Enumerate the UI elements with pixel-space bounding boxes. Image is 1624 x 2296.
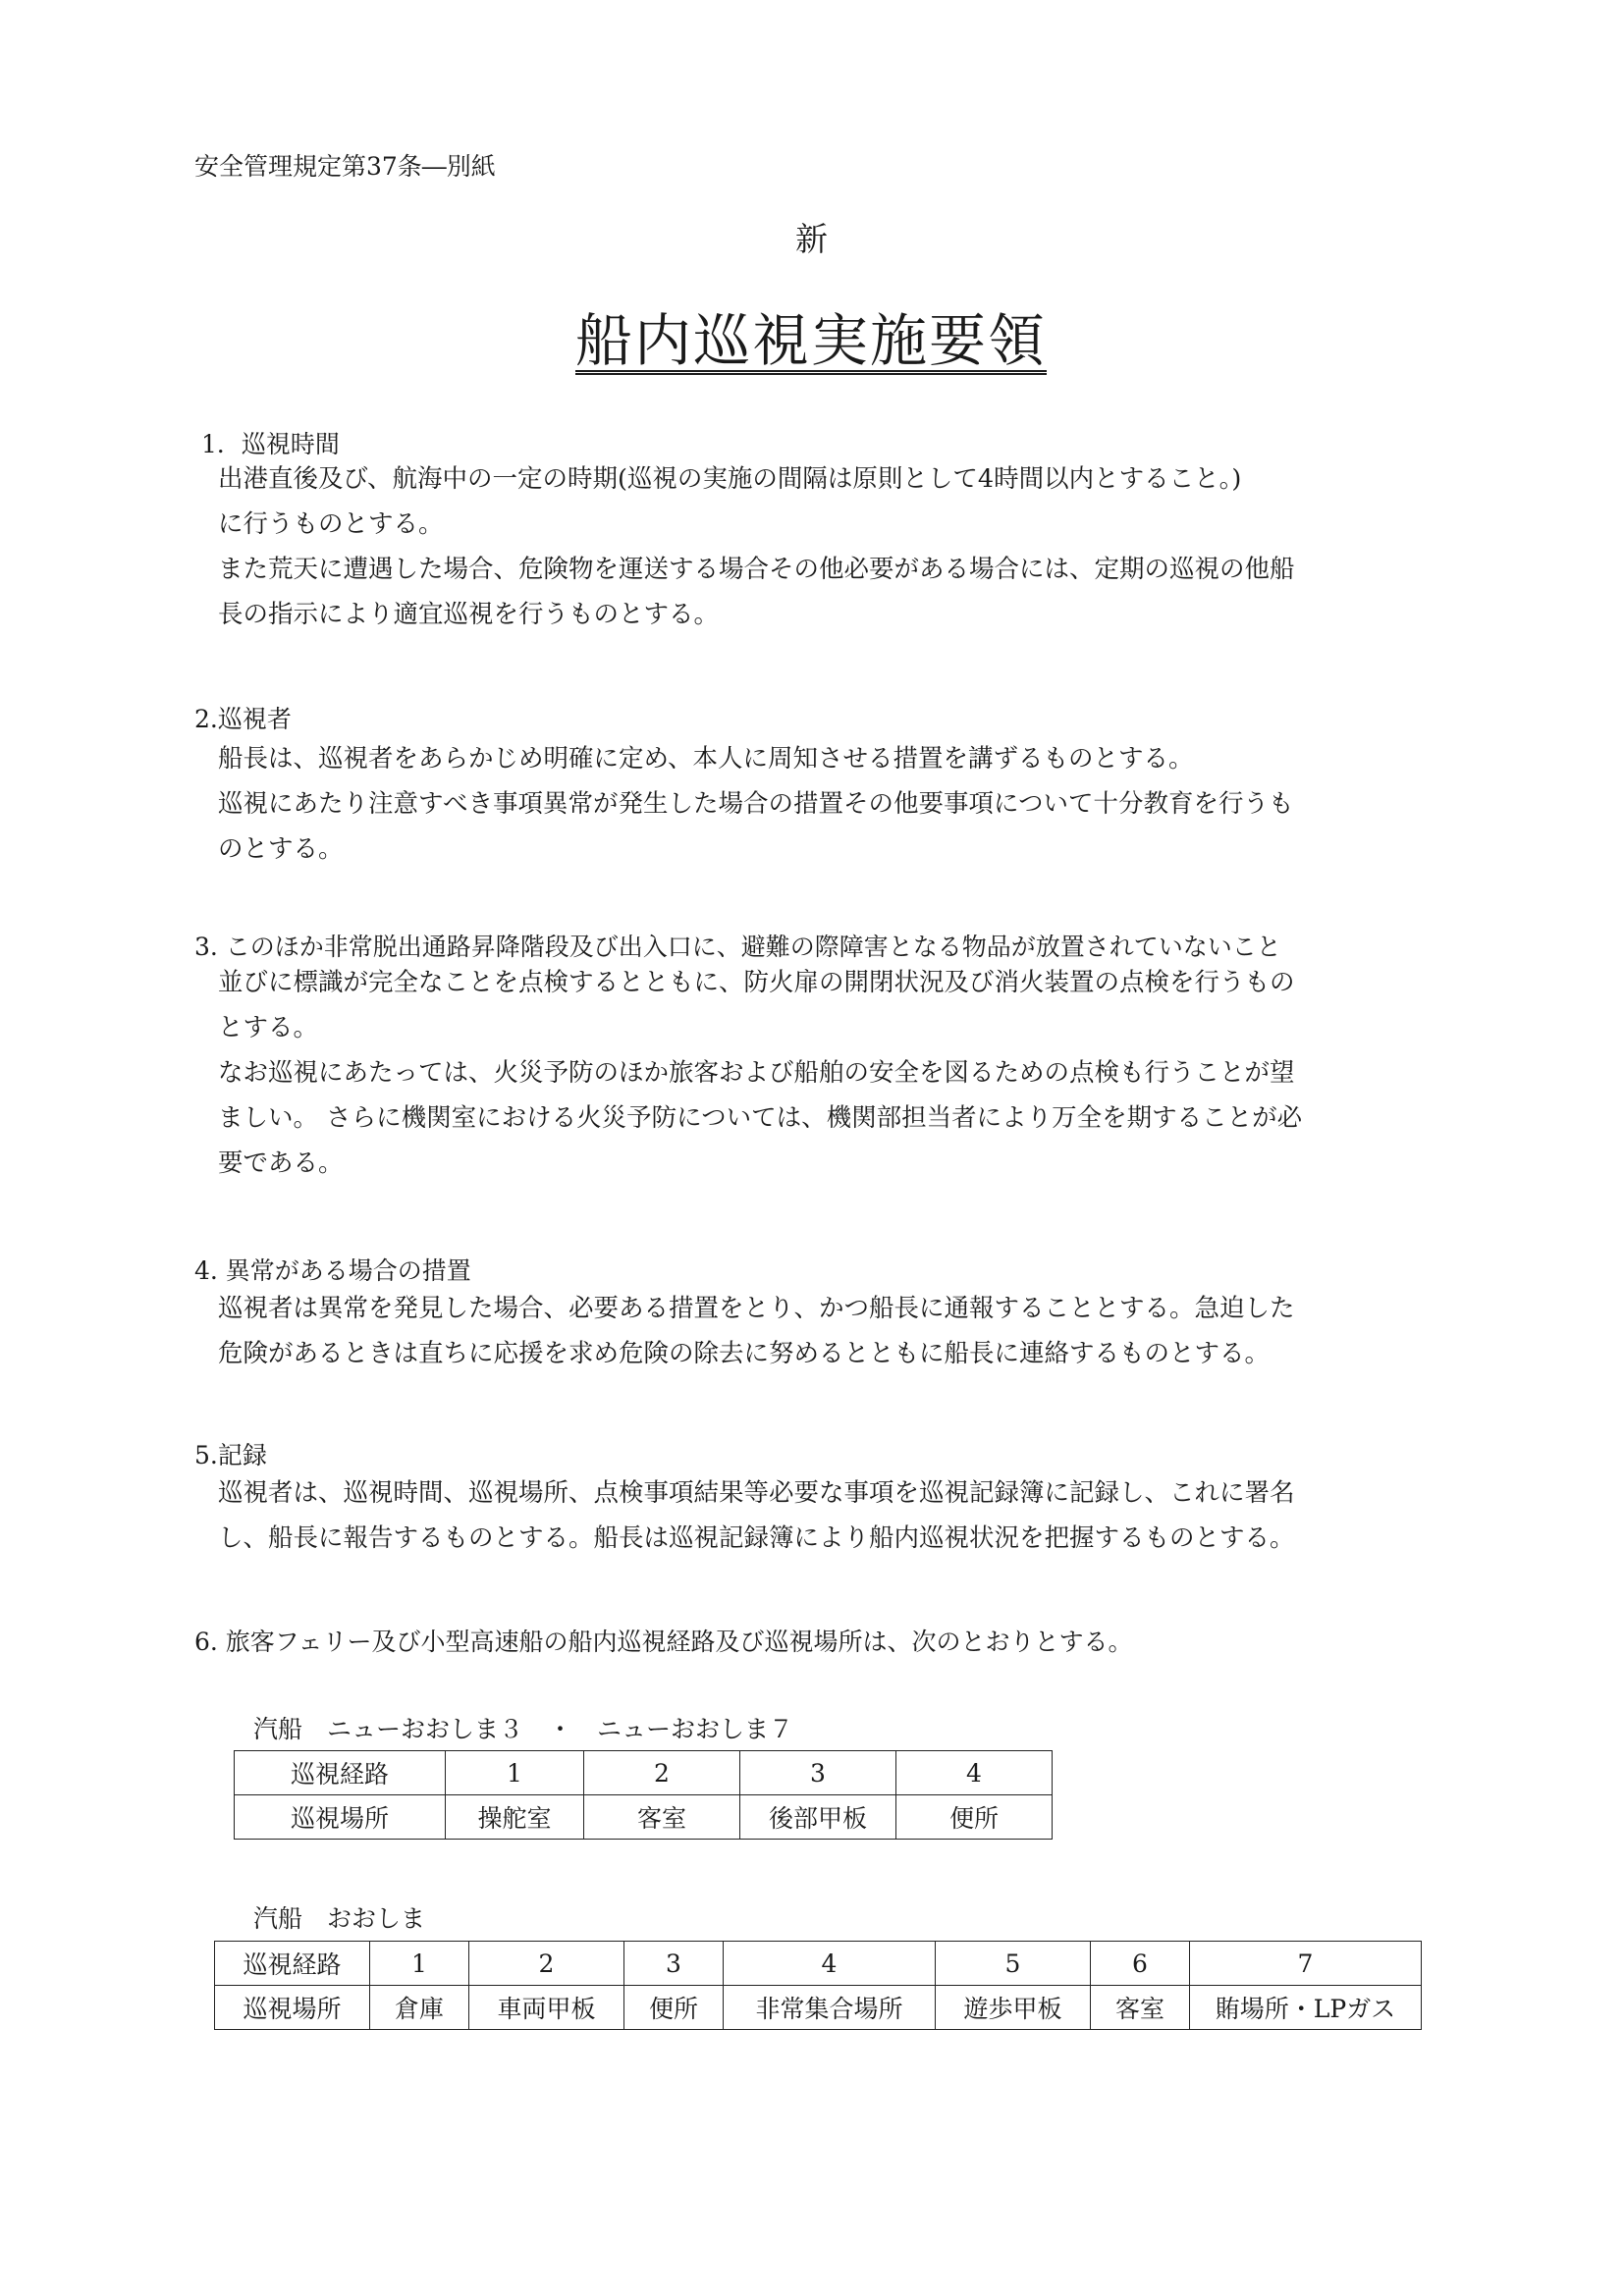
place-cell: 操舵室 — [446, 1795, 584, 1840]
place-cell: 客室 — [1091, 1986, 1190, 2030]
paragraph-line: 要である。 — [218, 1148, 344, 1178]
route-cell: 5 — [936, 1942, 1091, 1986]
route-cell: 2 — [584, 1751, 740, 1795]
route-cell: 3 — [624, 1942, 724, 1986]
paragraph-line: 巡視者は、巡視時間、巡視場所、点検事項結果等必要な事項を巡視記録簿に記録し、これに署名 — [218, 1478, 1295, 1508]
route-cell: 1 — [370, 1942, 469, 1986]
place-cell: 遊歩甲板 — [936, 1986, 1091, 2030]
section-body-1 — [218, 456, 1485, 637]
place-cell: 非常集合場所 — [724, 1986, 936, 2030]
table-row — [215, 1942, 1422, 1986]
table-row — [215, 1986, 1422, 2030]
place-cell: 便所 — [624, 1986, 724, 2030]
section-heading-2: 2.巡視者 — [194, 705, 292, 733]
paragraph-line: 巡視にあたり注意すべき事項異常が発生した場合の措置その他要事項について十分教育を行うも — [218, 789, 1294, 819]
route-cell: 2 — [469, 1942, 624, 1986]
document-reference: 安全管理規定第37条―別紙 — [194, 152, 496, 181]
section-body-4 — [218, 1286, 1485, 1376]
section-body-2 — [218, 736, 1485, 872]
section-heading-5: 5.記録 — [194, 1441, 267, 1469]
paragraph-line: 出港直後及び、航海中の一定の時期(巡視の実施の間隔は原則として4時間以内とすること。) — [218, 464, 1242, 494]
section-body-5 — [218, 1470, 1485, 1561]
paragraph-line: に行うものとする。 — [218, 509, 444, 539]
section-heading-1: 1．巡視時間 — [201, 430, 340, 458]
paragraph-line: また荒天に遭遇した場合、危険物を運送する場合その他必要がある場合には、定期の巡視の他船 — [218, 555, 1295, 584]
route-cell: 3 — [740, 1751, 896, 1795]
route-cell: 6 — [1091, 1942, 1190, 1986]
place-label-cell: 巡視場所 — [215, 1986, 370, 2030]
section-heading-3: 3. このほか非常脱出通路昇降階段及び出入口に、避難の際障害となる物品が放置されていないこと — [194, 933, 1281, 961]
place-cell: 便所 — [896, 1795, 1053, 1840]
table-row — [235, 1795, 1053, 1840]
paragraph-line: 長の指示により適宜巡視を行うものとする。 — [218, 600, 720, 629]
new-mark: 新 — [795, 220, 828, 258]
route-cell: 7 — [1190, 1942, 1422, 1986]
place-cell: 車両甲板 — [469, 1986, 624, 2030]
route-cell: 4 — [724, 1942, 936, 1986]
paragraph-line: のとする。 — [218, 834, 344, 864]
route-cell: 4 — [896, 1751, 1053, 1795]
route-label-cell: 巡視経路 — [215, 1942, 370, 1986]
paragraph-line: 巡視者は異常を発見した場合、必要ある措置をとり、かつ船長に通報することとする。急迫した — [218, 1294, 1295, 1323]
route-cell: 1 — [446, 1751, 584, 1795]
place-label-cell: 巡視場所 — [235, 1795, 446, 1840]
paragraph-line: 並びに標識が完全なことを点検するとともに、防火扉の開閉状況及び消火装置の点検を行うもの — [218, 968, 1295, 997]
paragraph-line: 危険があるときは直ちに応援を求め危険の除去に努めるとともに船長に連絡するものとする。 — [218, 1339, 1271, 1368]
patrol-table-2 — [214, 1941, 1422, 2030]
table-row — [235, 1751, 1053, 1795]
paragraph-line: ましい。 さらに機関室における火災予防については、機関部担当者により万全を期することが必 — [218, 1103, 1303, 1133]
place-cell: 客室 — [584, 1795, 740, 1840]
patrol-table-1 — [234, 1750, 1053, 1840]
paragraph-line: し、船長に報告するものとする。船長は巡視記録簿により船内巡視状況を把握するものとする。 — [218, 1523, 1295, 1553]
paragraph-line: なお巡視にあたっては、火災予防のほか旅客および船舶の安全を図るための点検も行うことが望 — [218, 1058, 1295, 1088]
section-heading-4: 4. 異常がある場合の措置 — [194, 1256, 471, 1285]
paragraph-line: 船長は、巡視者をあらかじめ明確に定め、本人に周知させる措置を講ずるものとする。 — [218, 744, 1194, 774]
place-cell: 後部甲板 — [740, 1795, 896, 1840]
table1-caption: 汽船 ニューおおしま３ ・ ニューおおしま７ — [253, 1715, 794, 1743]
section-heading-6: 6. 旅客フェリー及び小型高速船の船内巡視経路及び巡視場所は、次のとおりとする。 — [194, 1628, 1133, 1656]
section-body-3 — [218, 960, 1485, 1186]
place-cell: 倉庫 — [370, 1986, 469, 2030]
place-cell: 賄場所・LPガス — [1190, 1986, 1422, 2030]
paragraph-line: とする。 — [218, 1013, 319, 1042]
table2-caption: 汽船 おおしま — [253, 1904, 426, 1933]
route-label-cell: 巡視経路 — [235, 1751, 446, 1795]
page-title: 船内巡視実施要領 — [575, 307, 1048, 374]
